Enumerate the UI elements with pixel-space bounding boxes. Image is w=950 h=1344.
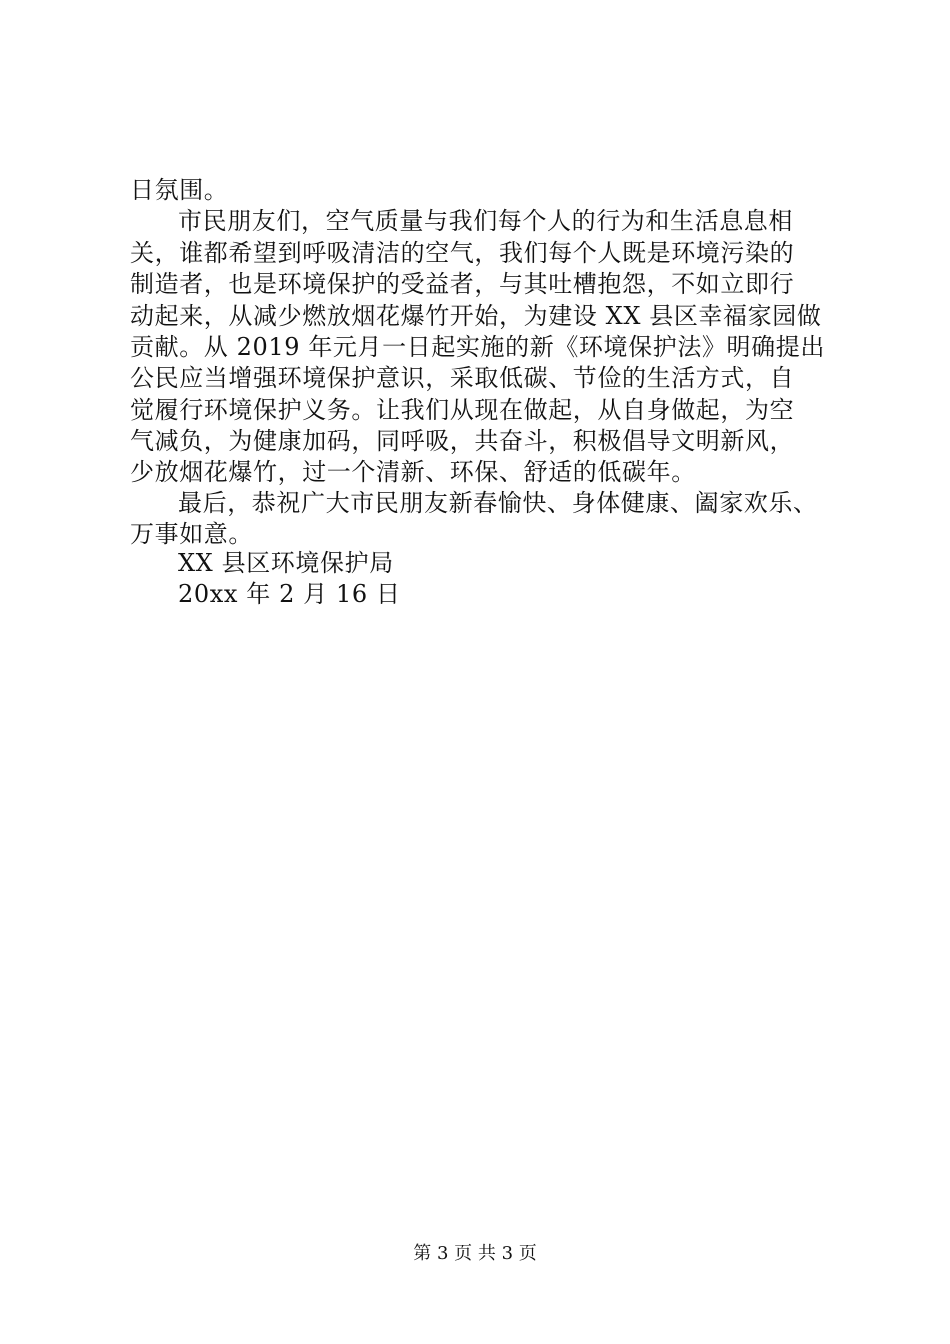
signature-date: 20xx 年 2 月 16 日 [178, 580, 401, 608]
text-line: 公民应当增强环境保护意识，采取低碳、节俭的生活方式，自 [130, 364, 795, 392]
text-line: 关，谁都希望到呼吸清洁的空气，我们每个人既是环境污染的 [130, 239, 795, 267]
text-line: 日氛围。 [130, 176, 229, 204]
text-line: 少放烟花爆竹，过一个清新、环保、舒适的低碳年。 [130, 458, 696, 486]
text-line: 气减负，为健康加码，同呼吸，共奋斗，积极倡导文明新风， [130, 427, 795, 455]
text-line: 贡献。从 2019 年元月一日起实施的新《环境保护法》明确提出 [130, 333, 825, 361]
page-number-footer: 第 3 页 共 3 页 [413, 1243, 537, 1264]
text-line: 万事如意。 [130, 520, 253, 548]
signature-org: XX 县区环境保护局 [178, 549, 394, 577]
text-line: 制造者，也是环境保护的受益者，与其吐槽抱怨，不如立即行 [130, 270, 795, 298]
text-line: 最后，恭祝广大市民朋友新春愉快、身体健康、阖家欢乐、 [178, 489, 818, 517]
text-line: 觉履行环境保护义务。让我们从现在做起，从自身做起，为空 [130, 396, 795, 424]
text-line: 市民朋友们，空气质量与我们每个人的行为和生活息息相 [178, 207, 793, 235]
text-line: 动起来，从减少燃放烟花爆竹开始，为建设 XX 县区幸福家园做 [130, 302, 822, 330]
